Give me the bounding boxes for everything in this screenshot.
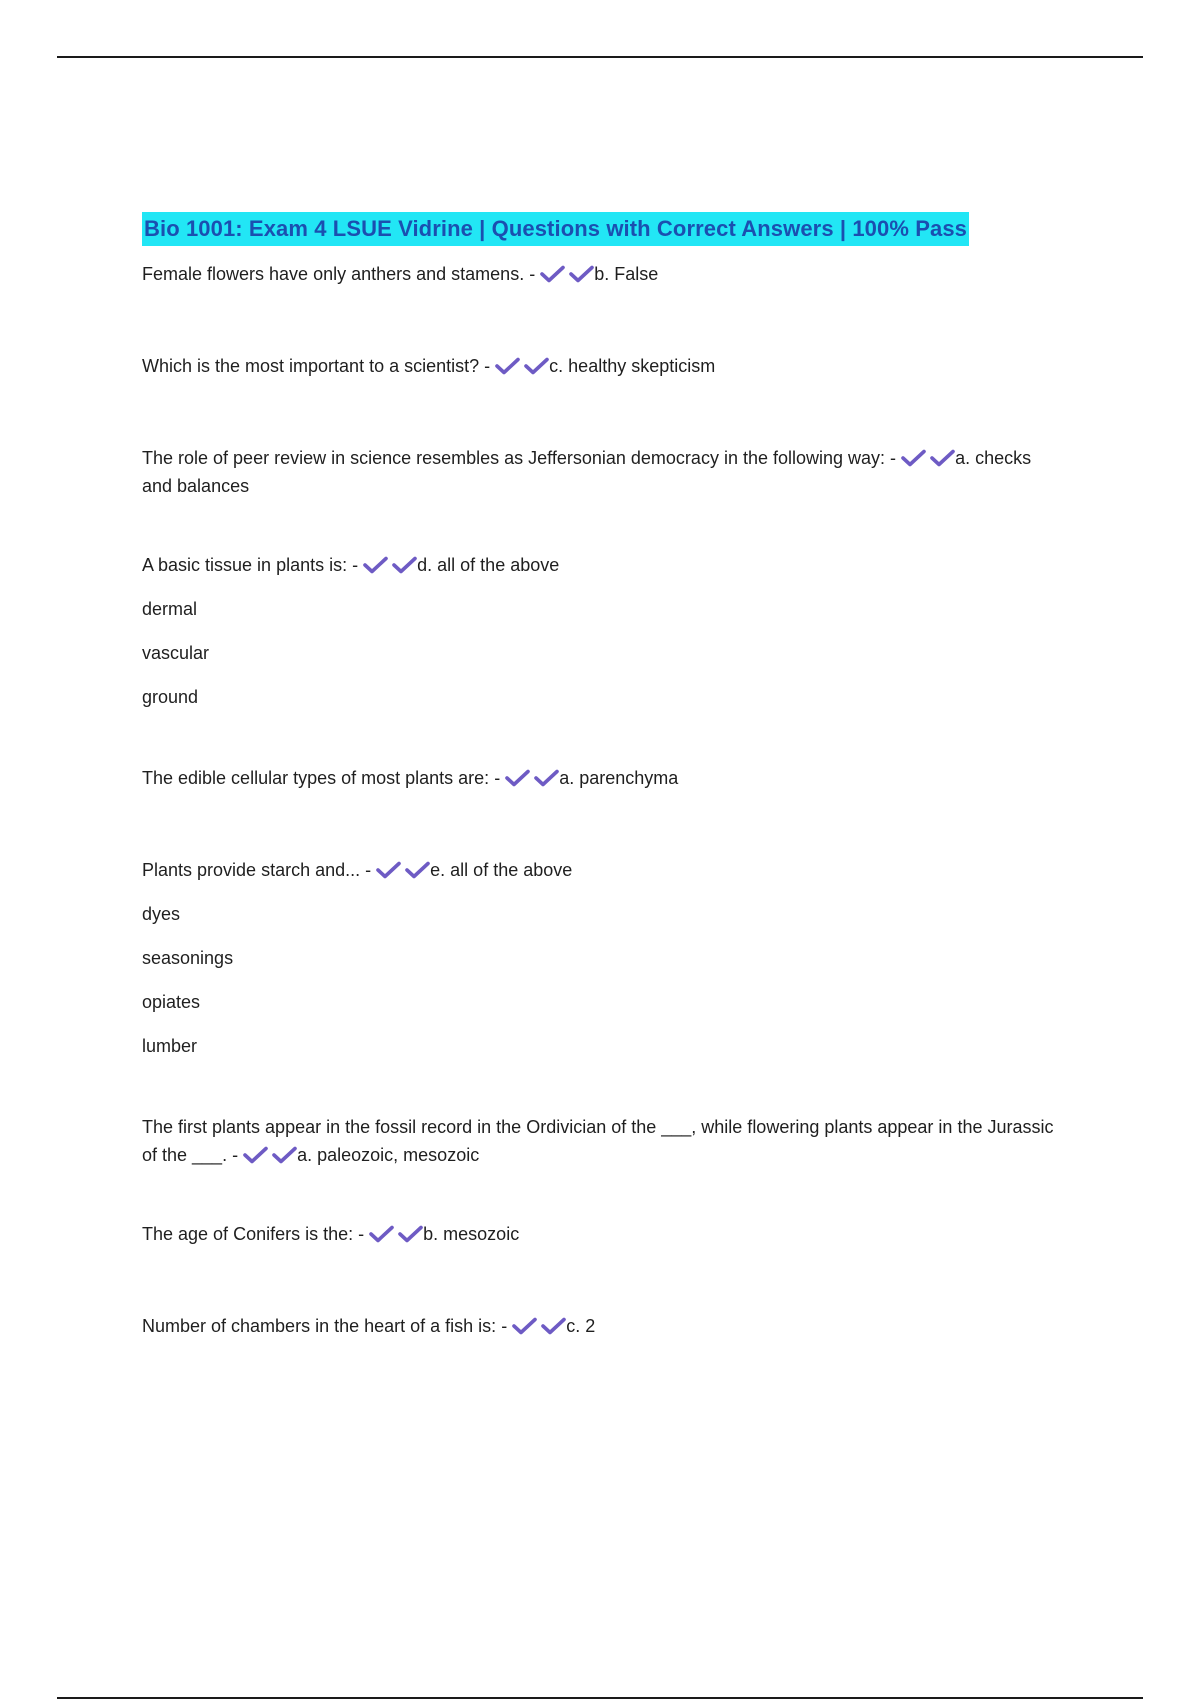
question-text: Number of chambers in the heart of a fish is: [142, 1316, 497, 1336]
checkmark-icon [272, 1146, 297, 1164]
answer-text: e. all of the above [430, 860, 573, 880]
qa-item [142, 551, 1062, 711]
bottom-divider [57, 1697, 1143, 1699]
separator: - [352, 555, 359, 575]
answer-text: a. checks and balances [142, 448, 1032, 496]
separator: - [529, 264, 536, 284]
top-divider [57, 56, 1143, 58]
checkmark-icon [369, 1225, 394, 1243]
checkmark-icon [495, 357, 520, 375]
answer-option: seasonings [142, 948, 234, 968]
question-text: Female flowers have only anthers and stamens. [142, 264, 525, 284]
answer-option: ground [142, 687, 199, 707]
checkmark-icon [376, 861, 401, 879]
question-text: The edible cellular types of most plants are: [142, 768, 490, 788]
document-title: Bio 1001: Exam 4 LSUE Vidrine | Questions with Correct Answers | 100% Pass [142, 212, 969, 246]
answer-option: dyes [142, 904, 181, 924]
checkmark-icon [512, 1317, 537, 1335]
checkmark-icon [524, 357, 549, 375]
checkmark-icon [569, 265, 594, 283]
checkmark-icon [243, 1146, 268, 1164]
qa-item [142, 444, 1062, 500]
separator: - [232, 1145, 239, 1165]
separator: - [494, 768, 501, 788]
answer-text: a. parenchyma [559, 768, 679, 788]
checkmark-icon [505, 769, 530, 787]
qa-line [142, 856, 1062, 884]
qa-line [142, 1312, 1062, 1340]
checkmark-icon [398, 1225, 423, 1243]
qa-item [142, 260, 1062, 288]
answer-option: dermal [142, 599, 198, 619]
checkmark-icon [534, 769, 559, 787]
qa-item [142, 764, 1062, 792]
qa-line [142, 551, 1062, 579]
qa-line [142, 444, 1062, 500]
answer-text: b. mesozoic [423, 1224, 520, 1244]
separator: - [484, 356, 491, 376]
separator: - [365, 860, 372, 880]
qa-line [142, 1220, 1062, 1248]
answer-text: a. paleozoic, mesozoic [297, 1145, 480, 1165]
answer-text: d. all of the above [417, 555, 560, 575]
checkmark-icon [901, 449, 926, 467]
question-text: The age of Conifers is the: [142, 1224, 354, 1244]
qa-item [142, 856, 1062, 1060]
qa-line [142, 352, 1062, 380]
question-text: Which is the most important to a scientist? [142, 356, 480, 376]
question-text: Plants provide starch and... [142, 860, 361, 880]
qa-line [142, 260, 1062, 288]
qa-item [142, 1220, 1062, 1248]
checkmark-icon [363, 556, 388, 574]
checkmark-icon [392, 556, 417, 574]
qa-item [142, 352, 1062, 380]
qa-item [142, 1113, 1062, 1169]
answer-option: opiates [142, 992, 201, 1012]
checkmark-icon [541, 1317, 566, 1335]
separator: - [501, 1316, 508, 1336]
checkmark-icon [930, 449, 955, 467]
checkmark-icon [405, 861, 430, 879]
qa-line [142, 764, 1062, 792]
qa-item [142, 1312, 1062, 1340]
answer-option: vascular [142, 643, 210, 663]
answer-text: c. 2 [566, 1316, 596, 1336]
answer-text: c. healthy skepticism [549, 356, 716, 376]
question-text: The role of peer review in science resembles as Jeffersonian democracy in the following way: [142, 448, 886, 468]
question-text: A basic tissue in plants is: [142, 555, 348, 575]
answer-text: b. False [594, 264, 659, 284]
document-body [142, 212, 1062, 1340]
answer-option: lumber [142, 1036, 198, 1056]
qa-line [142, 1113, 1062, 1169]
separator: - [890, 448, 897, 468]
question-text: The first plants appear in the fossil record in the Ordivician of the ___, while flowering plants appear in the Jurassic of the ___. [142, 1117, 1054, 1165]
checkmark-icon [540, 265, 565, 283]
separator: - [358, 1224, 365, 1244]
qa-list [142, 260, 1062, 1340]
